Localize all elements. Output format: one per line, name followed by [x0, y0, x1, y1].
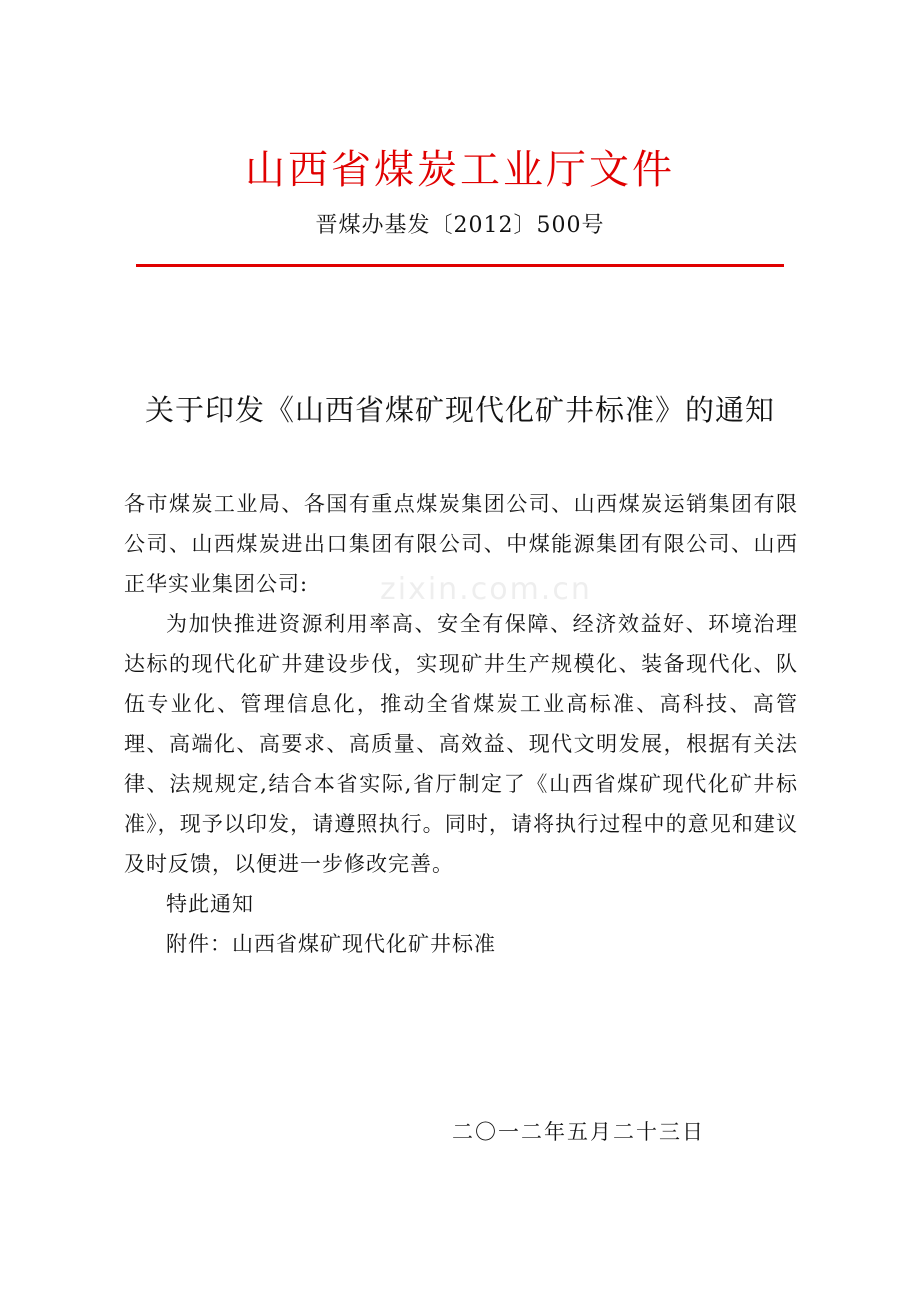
watermark-text: zixin.com.cn — [380, 572, 592, 607]
recipients-text: 各市煤炭工业局、各国有重点煤炭集团公司、山西煤炭运销集团有限公司、山西煤炭进出口集团有限公司、中煤能源集团有限公司、山西正华实业集团公司: — [124, 492, 798, 596]
attachment-text: 附件：山西省煤矿现代化矿井标准 — [166, 932, 496, 956]
issuing-authority-title: 山西省煤炭工业厅文件 — [245, 147, 675, 193]
notice-title: 关于印发《山西省煤矿现代化矿井标准》的通知 — [144, 393, 775, 427]
document-number: 晋煤办基发〔2012〕500号 — [315, 213, 605, 238]
issue-date: 二〇一二年五月二十三日 — [452, 1120, 705, 1144]
body-paragraph: 为加快推进资源利用率高、安全有保障、经济效益好、环境治理达标的现代化矿井建设步伐，实现矿井生产规模化、装备现代化、队伍专业化、管理信息化，推动全省煤炭工业高标准、高科技、高管理、高端化、高要求、高质量、高效益、现代文明发展，根据有关法律、法规规定,结合本省实际,省厅制定了《山西省煤矿现代化矿井标准》，现予以印发，请遵照执行。同时，请将执行过程中的意见和建议及时反馈，以便进一步修改完善。 — [124, 612, 798, 876]
document-body — [124, 484, 798, 964]
closing-text: 特此通知 — [166, 892, 254, 916]
red-separator-line — [136, 264, 784, 267]
